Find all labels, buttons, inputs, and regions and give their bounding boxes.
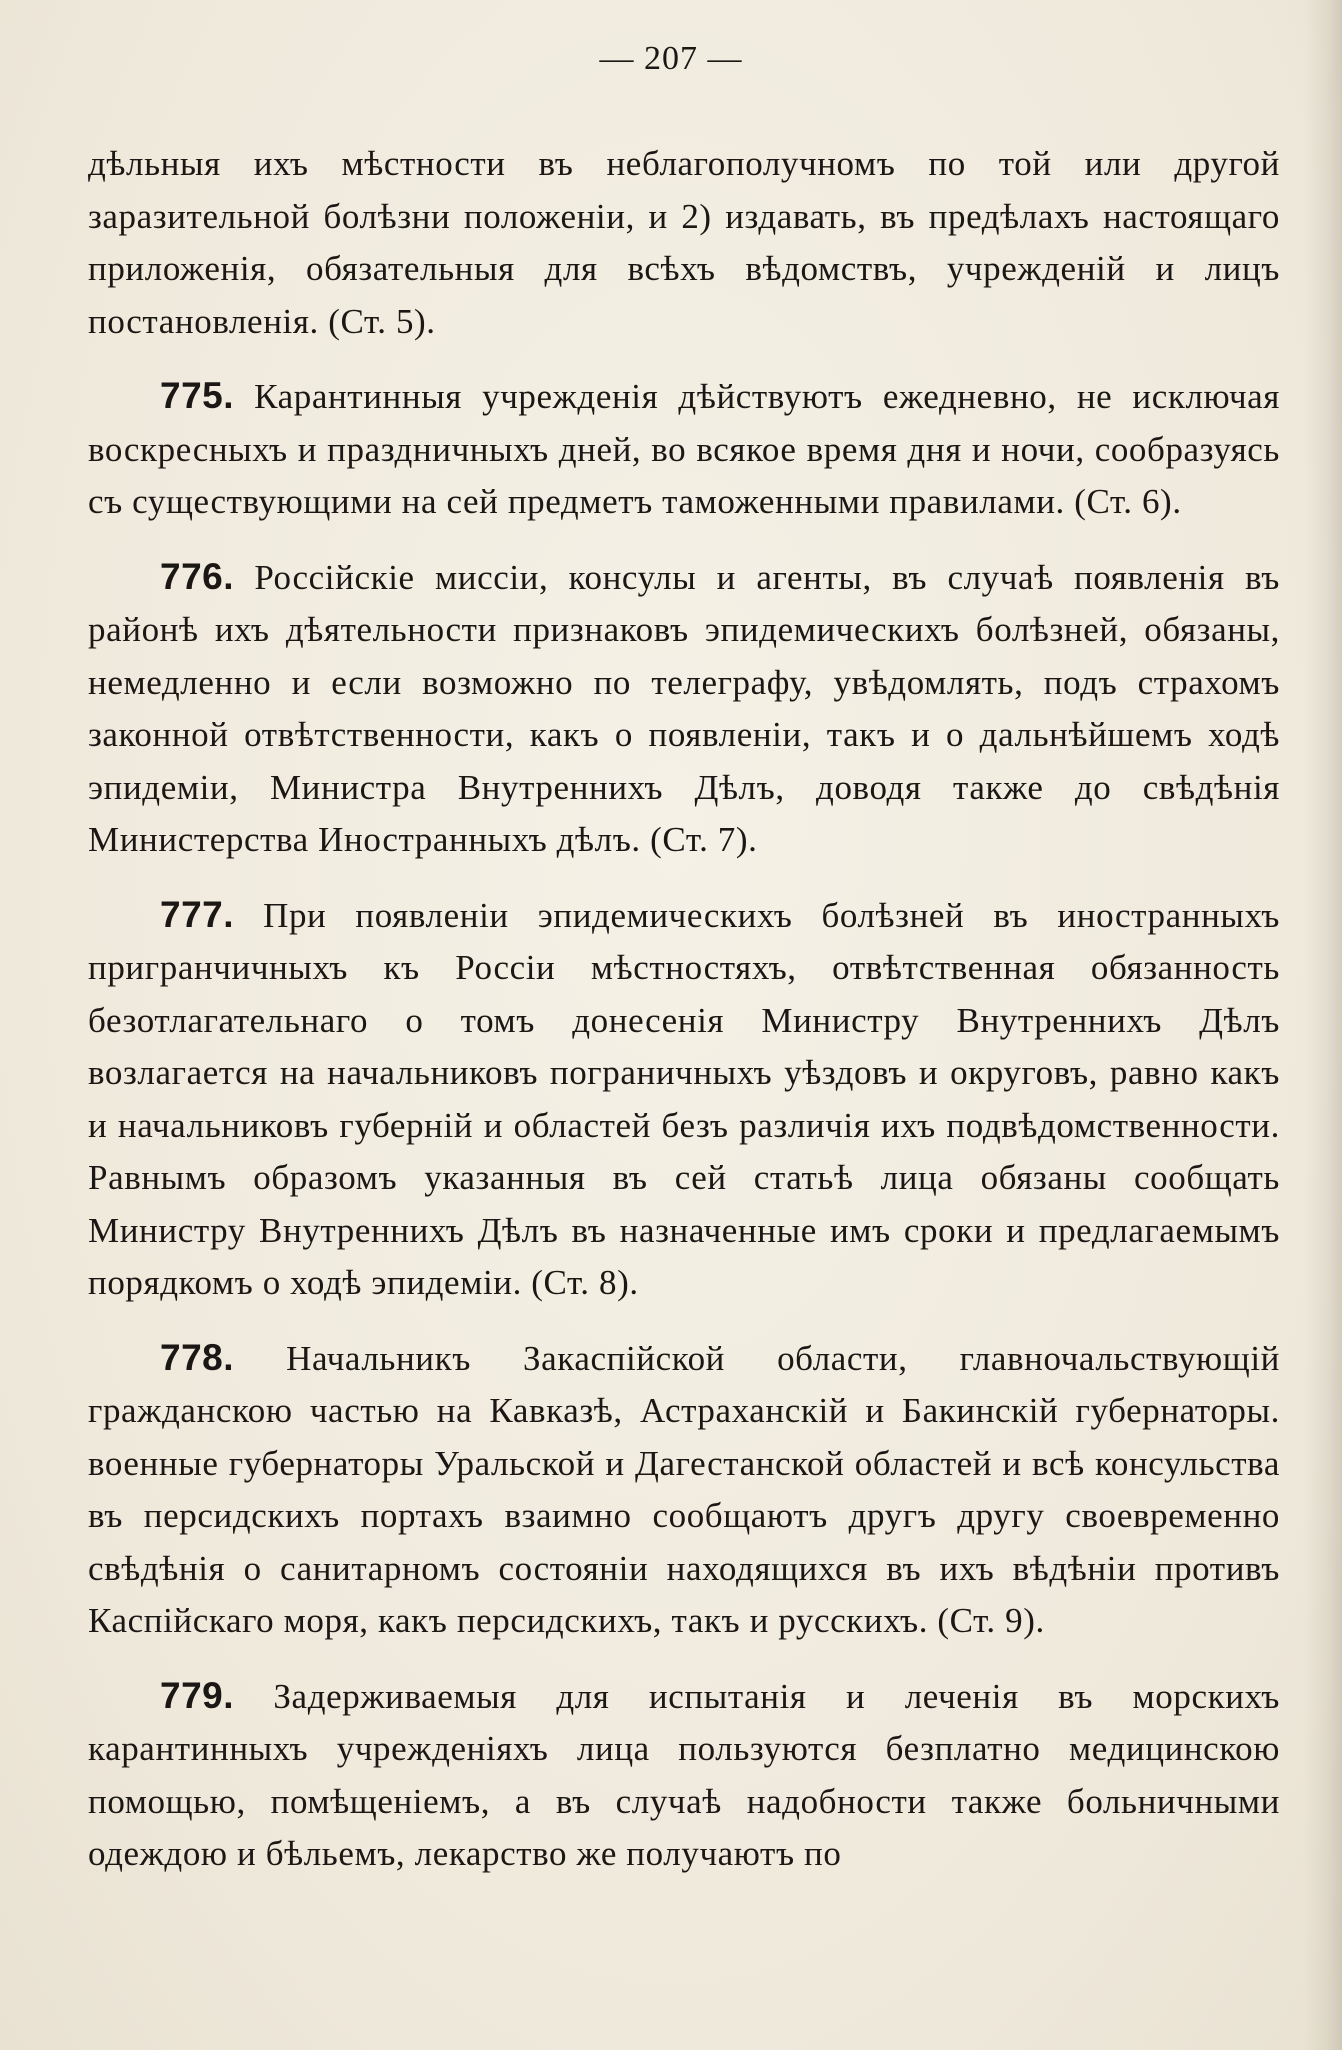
article-777 <box>88 889 1280 1310</box>
page-edge-shadow <box>1304 0 1342 2050</box>
page-body <box>88 138 1280 1881</box>
article-text: Россiйскiе миссiи, консулы и агенты, въ случаѣ появленiя въ районѣ ихъ дѣятельности признаковъ эпидемическихъ болѣзней, обязаны, немедленно и если возможно по телеграфу, увѣдомлять, подъ страхомъ законной отвѣтственности, какъ о появленiи, такъ и о дальнѣйшемъ ходѣ эпидемiи, Министра Внутреннихъ Дѣлъ, доводя также до свѣдѣнiя Министерства Иностранныхъ дѣлъ. (Ст. 7). <box>88 557 1280 859</box>
continuation-paragraph: дѣльныя ихъ мѣстности въ неблагополучномъ по той или другой заразительной болѣзни положенiи, и 2) издавать, въ предѣлахъ настоящаго приложенiя, обязательныя для всѣхъ вѣдомствъ, учрежденiй и лицъ постановленiя. (Ст. 5). <box>88 144 1280 341</box>
article-text: При появленiи эпидемическихъ болѣзней въ иностранныхъ пригранчичныхъ къ Россiи мѣстностяхъ, отвѣтственная обязанность безотлагательнаго о томъ донесенiя Министру Внутреннихъ Дѣлъ возлагается на начальниковъ пограничныхъ уѣздовъ и округовъ, равно какъ и начальниковъ губернiй и областей безъ различiя ихъ подвѣдомственности. Равнымъ образомъ указанныя въ сей статьѣ лица обязаны сообщать Министру Внутреннихъ Дѣлъ въ назначенные имъ сроки и предлагаемымъ порядкомъ о ходѣ эпидемiи. (Ст. 8). <box>88 895 1280 1302</box>
article-775 <box>88 370 1280 529</box>
page-number-header: — 207 — <box>599 40 743 77</box>
article-776 <box>88 551 1280 867</box>
article-number: 777. <box>160 893 235 935</box>
article-text: Начальникъ Закаспiйской области, главночальствующiй гражданскою частью на Кавказѣ, Астраханскiй и Бакинскiй губернаторы. военные губернаторы Уральской и Дагестанской областей и всѣ консульства въ персидскихъ портахъ взаимно сообщаютъ другъ другу своевременно свѣдѣнiя о санитарномъ состоянiи находящихся въ ихъ вѣдѣнiи противъ Каспiйскаго моря, какъ персидскихъ, такъ и русскихъ. (Ст. 9). <box>88 1338 1280 1640</box>
article-text: Задерживаемыя для испытанiя и леченiя въ морскихъ карантинныхъ учрежденiяхъ лица пользуются безплатно медицинскою помощью, помѣщенiемъ, а въ случаѣ надобности также больничными одеждою и бѣльемъ, лекарство же получаютъ по <box>88 1676 1280 1873</box>
article-number: 779. <box>160 1674 235 1716</box>
article-number: 778. <box>160 1336 235 1378</box>
article-779 <box>88 1670 1280 1881</box>
article-text: Карантинныя учрежденiя дѣйствуютъ ежедневно, не исключая воскресныхъ и праздничныхъ дней, во всякое время дня и ночи, сообразуясь съ существующими на сей предметъ таможенными правилами. (Ст. 6). <box>88 377 1280 521</box>
article-number: 775. <box>160 375 235 416</box>
article-778 <box>88 1332 1280 1648</box>
article-number: 776. <box>160 555 235 597</box>
